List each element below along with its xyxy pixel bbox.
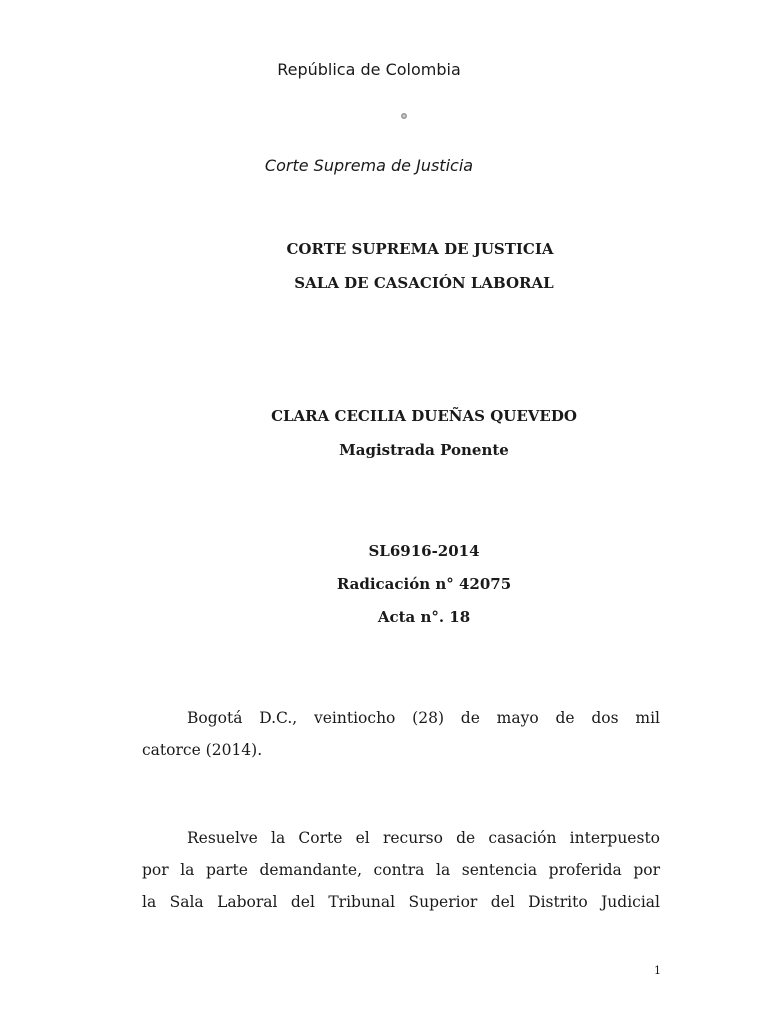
national-seal-icon [400,112,408,120]
magistrate-role: Magistrada Ponente [339,441,509,459]
paragraph-line: por la parte demandante, contra la sentencia proferida por [142,861,660,879]
ruling-code: SL6916-2014 [368,542,480,560]
magistrate-name: CLARA CECILIA DUEÑAS QUEVEDO [271,407,577,425]
paragraph-line: la Sala Laboral del Tribunal Superior del Distrito Judicial [142,893,660,911]
country-header: República de Colombia [277,60,461,79]
body-paragraph [142,822,660,918]
paragraph-line: Bogotá D.C., veintiocho (28) de mayo de dos mil [187,709,660,727]
court-title: CORTE SUPREMA DE JUSTICIA [286,240,554,258]
filing-number: Radicación n° 42075 [336,575,512,593]
minutes-number: Acta n°. 18 [377,608,471,626]
page-number: 1 [654,964,661,977]
court-subtitle: Corte Suprema de Justicia [264,156,474,175]
chamber-title: SALA DE CASACIÓN LABORAL [294,274,554,292]
paragraph-line: catorce (2014). [142,741,263,759]
paragraph-line: Resuelve la Corte el recurso de casación interpuesto [187,829,660,847]
date-paragraph [142,702,660,766]
